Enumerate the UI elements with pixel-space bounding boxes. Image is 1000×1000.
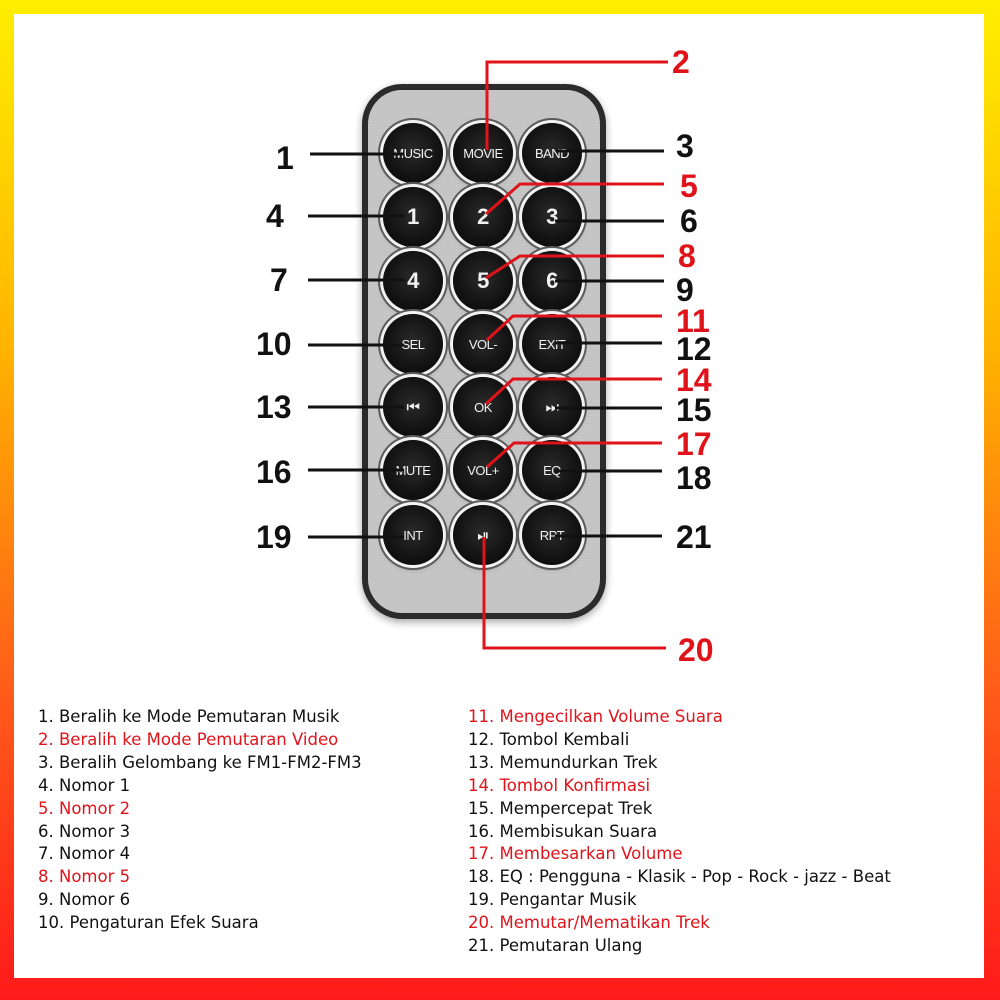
callout-number-21: 21 (676, 519, 712, 555)
legend-item: 13. Memundurkan Trek (468, 752, 658, 772)
legend-item: 15. Mempercepat Trek (468, 798, 653, 818)
callout-number-6: 6 (680, 203, 698, 239)
movie-button[interactable]: MOVIE (453, 123, 513, 183)
legend-item: 9. Nomor 6 (38, 890, 131, 910)
legend-item: 21. Pemutaran Ulang (468, 936, 643, 956)
vol-plus-button[interactable]: VOL+ (453, 440, 513, 500)
callout-number-15: 15 (676, 392, 712, 428)
legend-item: 16. Membisukan Suara (468, 821, 658, 841)
legend-item: 11. Mengecilkan Volume Suara (468, 707, 723, 726)
vol-minus-button[interactable]: VOL- (453, 314, 513, 374)
legend-item: 12. Tombol Kembali (468, 729, 630, 749)
legend-item: 4. Nomor 1 (38, 775, 131, 795)
sel-button[interactable]: SEL (383, 314, 443, 374)
n5-button[interactable]: 5 (453, 251, 513, 311)
callout-number-13: 13 (256, 389, 292, 425)
callout-number-18: 18 (676, 460, 712, 496)
callout-number-3: 3 (676, 128, 694, 164)
band-button[interactable]: BAND (522, 123, 582, 183)
callout-number-4: 4 (266, 198, 284, 234)
callout-number-17: 17 (676, 426, 712, 462)
n6-button[interactable]: 6 (522, 251, 582, 311)
callout-number-1: 1 (276, 140, 294, 176)
legend-right (468, 706, 891, 958)
legend-item: 19. Pengantar Musik (468, 890, 637, 910)
callout-number-8: 8 (678, 238, 696, 274)
callout-number-19: 19 (256, 519, 292, 555)
eq-button[interactable]: EQ (522, 440, 582, 500)
int-button[interactable]: INT (383, 505, 443, 565)
callout-number-11: 11 (676, 303, 710, 339)
legend-item: 8. Nomor 5 (38, 867, 131, 887)
callout-number-5: 5 (680, 168, 698, 204)
callout-number-12: 12 (676, 331, 712, 367)
n3-button[interactable]: 3 (522, 187, 582, 247)
mute-button[interactable]: MUTE (383, 440, 443, 500)
exit-button[interactable]: EXIT (522, 314, 582, 374)
legend-item: 14. Tombol Konfirmasi (468, 775, 651, 795)
ok-button[interactable]: OK (453, 377, 513, 437)
legend-item: 1. Beralih ke Mode Pemutaran Musik (38, 707, 340, 726)
n1-button[interactable]: 1 (383, 187, 443, 247)
callout-number-9: 9 (676, 272, 694, 308)
prev-button[interactable]: ⏮ (383, 377, 443, 437)
callout-number-10: 10 (256, 326, 292, 362)
legend-item: 20. Memutar/Mematikan Trek (468, 913, 710, 933)
legend-item: 6. Nomor 3 (38, 821, 131, 841)
legend-item: 17. Membesarkan Volume (468, 844, 683, 864)
legend-item: 3. Beralih Gelombang ke FM1-FM2-FM3 (38, 752, 362, 772)
n2-button[interactable]: 2 (453, 187, 513, 247)
legend-item: 2. Beralih ke Mode Pemutaran Video (38, 729, 339, 749)
music-button[interactable]: MUSIC (383, 123, 443, 183)
legend-item: 18. EQ : Pengguna - Klasik - Pop - Rock - jazz - Beat (468, 867, 891, 887)
next-button[interactable]: ⏭ (522, 377, 582, 437)
legend-item: 10. Pengaturan Efek Suara (38, 913, 259, 933)
legend-item: 5. Nomor 2 (38, 798, 131, 818)
n4-button[interactable]: 4 (383, 251, 443, 311)
legend-item: 7. Nomor 4 (38, 844, 131, 864)
callout-number-14: 14 (676, 362, 712, 398)
legend-left (38, 706, 362, 935)
callout-number-16: 16 (256, 454, 292, 490)
rpt-button[interactable]: RPT (522, 505, 582, 565)
callout-number-20: 20 (678, 632, 714, 668)
play-pause-button[interactable]: ⏯ (453, 505, 513, 565)
callout-number-7: 7 (270, 262, 288, 298)
callout-number-2: 2 (672, 44, 690, 80)
